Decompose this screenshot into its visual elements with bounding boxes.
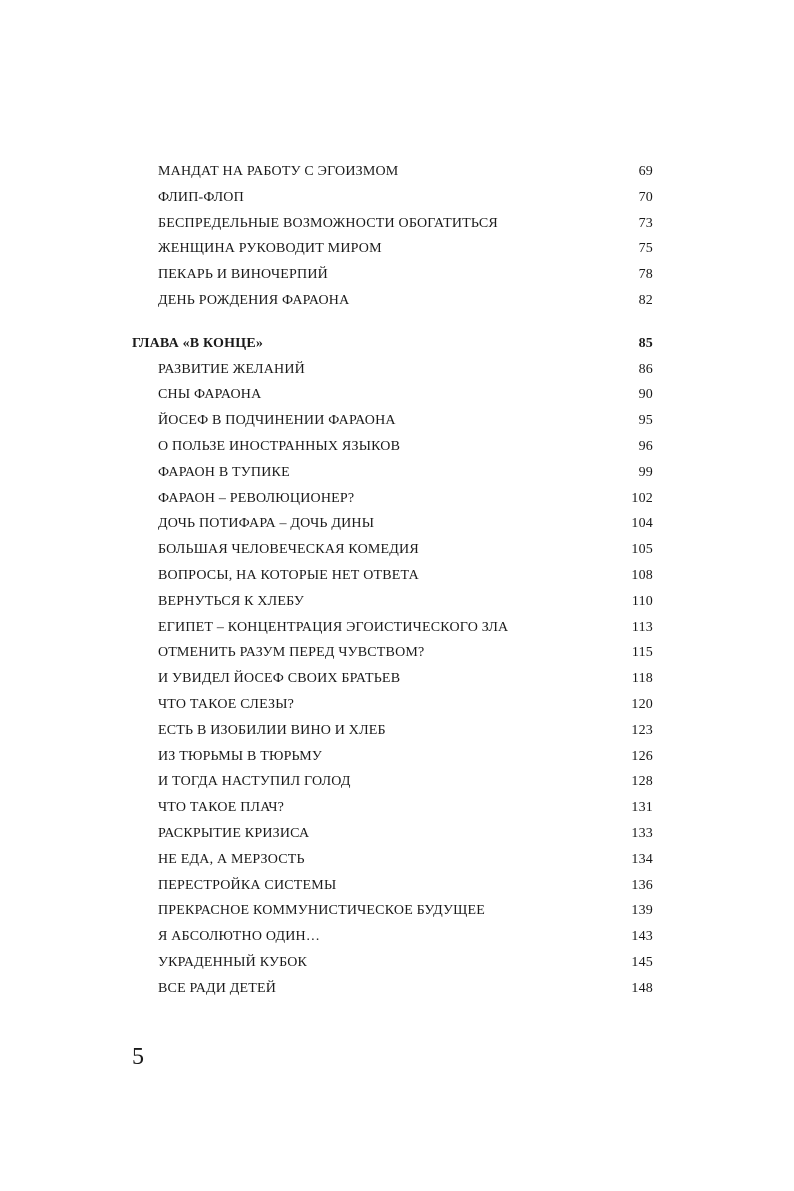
toc-entry	[132, 263, 653, 289]
toc-entry-page-number: 105	[631, 542, 653, 558]
toc-entry-page-number: 113	[631, 619, 653, 635]
toc-entry-title: ПЕРЕСТРОЙКА СИСТЕМЫ	[158, 877, 337, 893]
toc-entry-title: ВОПРОСЫ, НА КОТОРЫЕ НЕТ ОТВЕТА	[158, 567, 419, 583]
toc-entry-title: ЧТО ТАКОЕ ПЛАЧ?	[158, 800, 285, 816]
toc-entry-page-number: 128	[631, 774, 653, 790]
toc-entry-page-number: 136	[631, 877, 653, 893]
toc-entry-page-number: 75	[638, 241, 653, 257]
toc-entry-title: ПЕКАРЬ И ВИНОЧЕРПИЙ	[158, 267, 328, 283]
toc-entry	[132, 951, 653, 977]
toc-entry-title: ДОЧЬ ПОТИФАРА – ДОЧЬ ДИНЫ	[158, 516, 375, 532]
toc-entry-title: ИЗ ТЮРЬМЫ В ТЮРЬМУ	[158, 748, 322, 764]
toc-entry-page-number: 78	[638, 267, 653, 283]
toc-entry-title: ЙОСЕФ В ПОДЧИНЕНИИ ФАРАОНА	[158, 413, 396, 429]
toc-entry-page-number: 115	[631, 645, 653, 661]
toc-entry	[132, 667, 653, 693]
toc-entry	[132, 409, 653, 435]
toc-entry	[132, 461, 653, 487]
toc-entry-page-number: 133	[631, 825, 653, 841]
toc-entry-page-number: 86	[638, 361, 653, 377]
toc-entry-page-number: 123	[631, 722, 653, 738]
toc-entry-page-number: 82	[638, 292, 653, 308]
toc-entry	[132, 796, 653, 822]
toc-entry	[132, 719, 653, 745]
toc-entry-page-number: 120	[631, 696, 653, 712]
toc-entry-title: Я АБСОЛЮТНО ОДИН…	[158, 929, 321, 945]
toc-entry-title: ФАРАОН В ТУПИКЕ	[158, 464, 290, 480]
toc-entry-title: И УВИДЕЛ ЙОСЕФ СВОИХ БРАТЬЕВ	[158, 671, 401, 687]
toc-entry-title: РАЗВИТИЕ ЖЕЛАНИЙ	[158, 361, 305, 377]
toc-entry-title: ПРЕКРАСНОЕ КОММУНИСТИЧЕСКОЕ БУДУЩЕЕ	[158, 903, 485, 919]
toc-entry-page-number: 73	[638, 215, 653, 231]
toc-entry-page-number: 104	[631, 516, 653, 532]
toc-entry-title: НЕ ЕДА, А МЕРЗОСТЬ	[158, 851, 305, 867]
toc-entry	[132, 770, 653, 796]
toc-entry	[132, 160, 653, 186]
toc-entry	[132, 512, 653, 538]
toc-entry-title: ЖЕНЩИНА РУКОВОДИТ МИРОМ	[158, 241, 382, 257]
toc-entry-page-number: 90	[638, 387, 653, 403]
toc-entry	[132, 925, 653, 951]
toc-entry-title: ЧТО ТАКОЕ СЛЕЗЫ?	[158, 696, 295, 712]
toc-entry-title: РАСКРЫТИЕ КРИЗИСА	[158, 825, 310, 841]
toc-entry-title: ФАРАОН – РЕВОЛЮЦИОНЕР?	[158, 490, 355, 506]
chapter-title: ГЛАВА «В КОНЦЕ»	[132, 335, 264, 351]
toc-entry	[132, 289, 653, 315]
toc-section-after	[132, 358, 653, 1003]
toc-entry-title: ФЛИП-ФЛОП	[158, 189, 244, 205]
toc-entry-title: О ПОЛЬЗЕ ИНОСТРАННЫХ ЯЗЫКОВ	[158, 438, 401, 454]
toc-entry-title: ЕСТЬ В ИЗОБИЛИИ ВИНО И ХЛЕБ	[158, 722, 386, 738]
toc-entry	[132, 564, 653, 590]
toc-entry-page-number: 70	[638, 189, 653, 205]
toc-entry-title: ВСЕ РАДИ ДЕТЕЙ	[158, 980, 277, 996]
toc-entry-title: ОТМЕНИТЬ РАЗУМ ПЕРЕД ЧУВСТВОМ?	[158, 645, 425, 661]
toc-entry-page-number: 110	[631, 593, 653, 609]
toc-entry	[132, 383, 653, 409]
toc-chapter-heading	[132, 332, 653, 358]
toc-entry-title: ВЕРНУТЬСЯ К ХЛЕБУ	[158, 593, 304, 609]
toc-entry	[132, 186, 653, 212]
toc-entry	[132, 977, 653, 1003]
toc-entry	[132, 212, 653, 238]
toc-entry	[132, 899, 653, 925]
toc-entry-title: МАНДАТ НА РАБОТУ С ЭГОИЗМОМ	[158, 164, 399, 179]
toc-entry-title: ДЕНЬ РОЖДЕНИЯ ФАРАОНА	[158, 292, 350, 308]
toc-entry	[132, 435, 653, 461]
toc-entry	[132, 358, 653, 384]
toc-entry-title: БЕСПРЕДЕЛЬНЫЕ ВОЗМОЖНОСТИ ОБОГАТИТЬСЯ	[158, 215, 498, 231]
toc-section-before	[132, 160, 653, 315]
toc-entry-page-number: 131	[631, 800, 653, 816]
toc-entry	[132, 616, 653, 642]
toc-entry	[132, 693, 653, 719]
toc-entry-page-number: 118	[631, 671, 653, 687]
toc-entry-page-number: 96	[638, 438, 653, 454]
toc-entry	[132, 745, 653, 771]
toc-entry	[132, 237, 653, 263]
toc-entry-title: СНЫ ФАРАОНА	[158, 387, 262, 403]
toc-entry-title: УКРАДЕННЫЙ КУБОК	[158, 954, 308, 970]
page-number: 5	[132, 1044, 144, 1070]
toc-entry	[132, 874, 653, 900]
toc-entry-page-number: 148	[631, 980, 653, 996]
toc-entry-page-number: 102	[631, 490, 653, 506]
toc-entry	[132, 487, 653, 513]
toc-entry-title: ЕГИПЕТ – КОНЦЕНТРАЦИЯ ЭГОИСТИЧЕСКОГО ЗЛА	[158, 619, 509, 635]
toc-entry-page-number: 126	[631, 748, 653, 764]
toc-entry-title: БОЛЬШАЯ ЧЕЛОВЕЧЕСКАЯ КОМЕДИЯ	[158, 542, 419, 558]
chapter-page-number: 85	[638, 335, 653, 351]
toc-entry-page-number: 139	[631, 903, 653, 919]
toc-entry	[132, 822, 653, 848]
toc-entry-page-number: 108	[631, 567, 653, 583]
toc-entry	[132, 590, 653, 616]
toc-entry-page-number: 95	[638, 413, 653, 429]
toc-entry	[132, 538, 653, 564]
toc-entry	[132, 848, 653, 874]
toc-entry-page-number: 145	[631, 954, 653, 970]
toc-entry	[132, 641, 653, 667]
toc-entry-page-number: 134	[631, 851, 653, 867]
toc-entry-title: И ТОГДА НАСТУПИЛ ГОЛОД	[158, 774, 351, 790]
table-of-contents	[132, 160, 653, 1003]
toc-entry-page-number: 69	[638, 164, 653, 179]
toc-entry-page-number: 143	[631, 929, 653, 945]
toc-entry-page-number: 99	[638, 464, 653, 480]
